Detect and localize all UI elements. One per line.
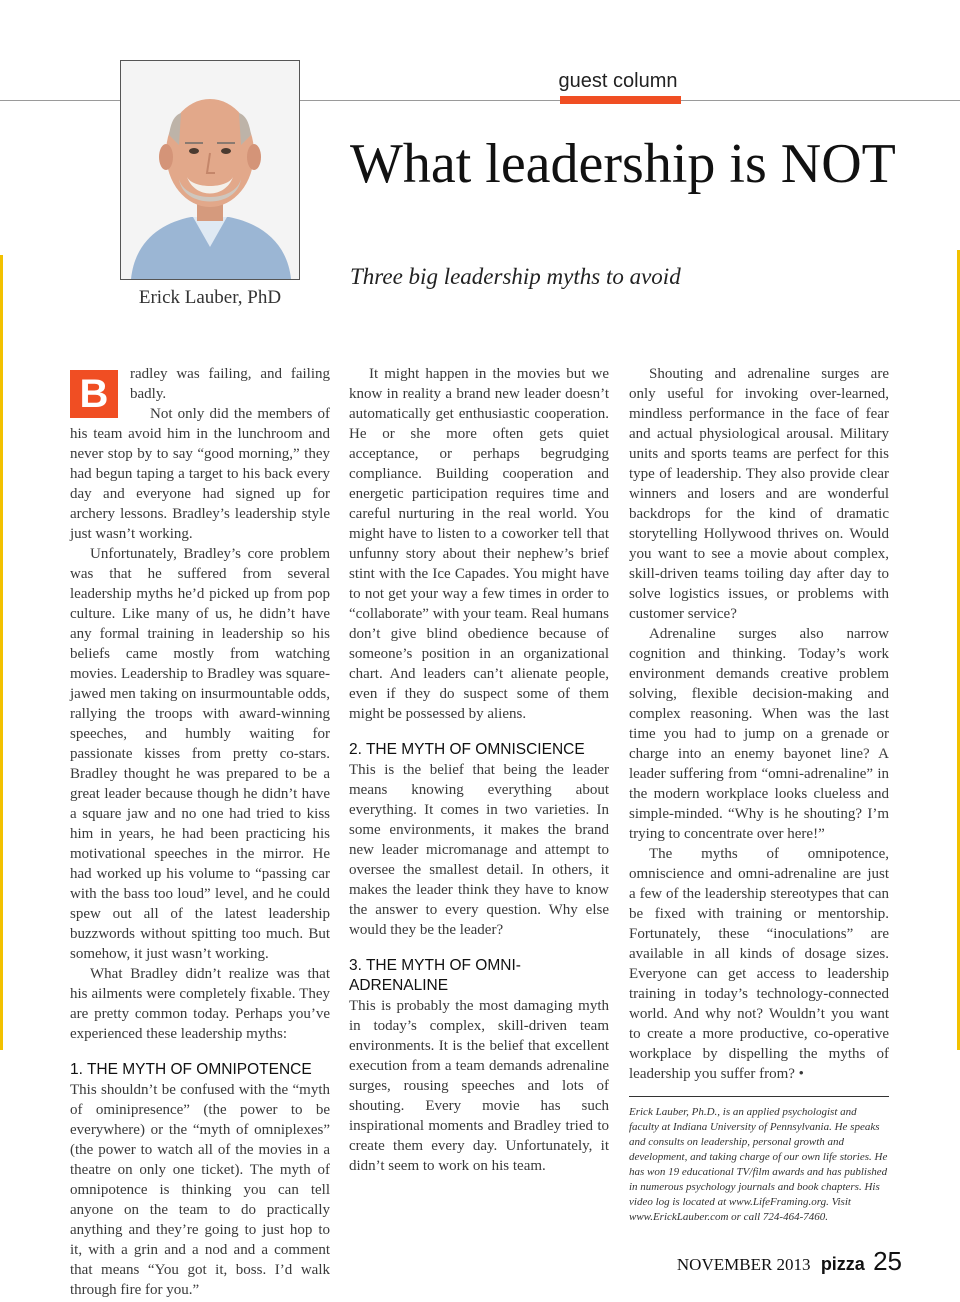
- headline: What leadership is NOT: [350, 133, 896, 195]
- author-caption: Erick Lauber, PhD: [138, 287, 282, 308]
- article-paragraph: This shouldn’t be confused with the “myth of ominipresence” (the power to be everywhere) or the “myth of omniplexes” (the power to watch all of the movies in a theatre on only one ticket). The myth of omnipotence is thinking you can tell anyone on the team to do practically anything and they’re going to just hop to it, with a grin and a nod and a comment that means “You got it, boss. I’d walk through fire for you.”: [70, 1082, 330, 1298]
- article-paragraph: What Bradley didn’t realize was that his ailments were completely fixable. They are pretty common today. Perhaps you’ve experienced these leadership myths:: [70, 966, 330, 1042]
- subheadline: Three big leadership myths to avoid: [350, 264, 681, 289]
- magazine-name: pizza: [820, 1254, 865, 1274]
- article-paragraph: The myths of omnipotence, omniscience and omni-adrenaline are just a few of the leadership stereotypes that can be fixed with training or mentorship. Fortunately, these “inoculations” are available in all kinds of dosage sizes. Everyone can get access to leadership training in today’s technology-connected world. And why not? Wouldn’t you want to create a more productive, co-operative workplace by dispelling the myths of leadership you suffer from? •: [629, 846, 889, 1082]
- author-bio: Erick Lauber, Ph.D., is an applied psychologist and faculty at Indiana University of Pennsylvania. He speaks and consults on leadership, personal growth and development, and taking charge of our own life stories. He has won 19 educational TV/film awards and has published in numerous psychology journals and book chapters. His video log is located at www.LifeFraming.org. Visit www.ErickLauber.com or call 724-464-7460.: [629, 1096, 889, 1225]
- section-heading-omnipotence: 1. THE MYTH OF OMNIPOTENCE: [70, 1061, 312, 1078]
- section-label: guest column: [558, 70, 678, 92]
- article-paragraph: This is probably the most damaging myth in today’s complex, skill-driven team environments. It is the belief that excellent execution from a team demands adrenaline surges, rousing speeches and lots of shouting. Every movie has such inspirational moments and Bradley tried to create them every day. Unfortunately, it didn’t seem to work on his team.: [349, 998, 609, 1174]
- page-number: 25: [873, 1246, 902, 1276]
- article-paragraph: This is the belief that being the leader means knowing everything about everything. It comes in two varieties. In some environments, it makes the brand new leader micromanage and attempt to oversee the smallest detail. In others, it makes the leader think they have to know the answer to every question. Why else would they be the leader?: [349, 762, 609, 938]
- article-column-2: [349, 364, 609, 1176]
- article-paragraph: Adrenaline surges also narrow cognition and thinking. Today’s work environment demands creative problem solving, flexible decision-making and complex reasoning. When was the last time you had to jump on a grenade or charge into an enemy bayonet line? A leader suffering from “omni-adrenaline” in the modern workplace looks clueless and simple-minded. “Why is he shouting? I’m trying to concentrate over here!”: [629, 626, 889, 842]
- article-column-1: [70, 364, 330, 1300]
- article-paragraph: Unfortunately, Bradley’s core problem was that he suffered from several leadership myths he’d picked up from pop culture. Like many of us, he didn’t have any formal training in leadership so his beliefs came mostly from watching movies. Leadership to Bradley was square-jawed men taking on insurmountable odds, rallying the troops with award-winning speeches, and humbly waiting for passionate kisses from pretty co-stars. Bradley thought he was prepared to be a great leader because though he didn’t have a square jaw and no one had tried to kiss him in years, he had been practicing his motivational speeches in the mirror. He had worked up his volume to “passing car with the bass too loud” level, and he could spew out all of the latest leadership buzzwords without spitting too much. But somehow, it just wasn’t working.: [70, 546, 330, 962]
- section-heading-omni-adrenaline: 3. THE MYTH OF OMNI-ADRENALINE: [349, 957, 521, 994]
- left-edge-stripe: [0, 255, 3, 1050]
- article-column-3: [629, 364, 889, 1225]
- article-paragraph: It might happen in the movies but we know in reality a brand new leader doesn’t automatically get enthusiastic cooperation. He or she more often gets quiet acceptance, or perhaps begrudging compliance. Building cooperation and energetic participation requires time and careful nurturing in the real world. You might have to listen to a coworker tell that unfunny story about their nephew’s brief stint with the Ice Capades. You might have to not get your way a few times in order to “collaborate” with your team. Real humans don’t give blind obedience because of someone’s position in an organizational chart. And leaders can’t alienate people, even if they do suspect some of them might be possessed by aliens.: [349, 366, 609, 722]
- author-photo: [120, 60, 300, 280]
- page-footer: [677, 1246, 902, 1277]
- issue-date: NOVEMBER 2013: [676, 1255, 811, 1274]
- section-accent-bar: [560, 96, 681, 104]
- article-paragraph: Not only did the members of his team avoid him in the lunchroom and never stop by to say “good morning,” they had begun taping a target to his back every day and everyone had signed up for archery lessons. Bradley’s leadership style just wasn’t working.: [70, 406, 330, 542]
- article-paragraph: Shouting and adrenaline surges are only useful for invoking over-learned, mindless performance in the face of fear and actual physiological arousal. Military units and sports teams are perfect for this type of leadership. They also provide clear winners and losers and are wonderful backdrops for the kind of dramatic storytelling Hollywood thrives on. Would you want to see a movie about complex, skill-driven teams toiling day after day to solve logistics issues, or problems with customer service?: [629, 366, 889, 622]
- article-paragraph: radley was failing, and failing badly.: [130, 366, 330, 402]
- drop-cap: B: [70, 370, 118, 418]
- section-heading-omniscience: 2. THE MYTH OF OMNISCIENCE: [349, 741, 585, 758]
- author-portrait-illustration: [121, 61, 299, 279]
